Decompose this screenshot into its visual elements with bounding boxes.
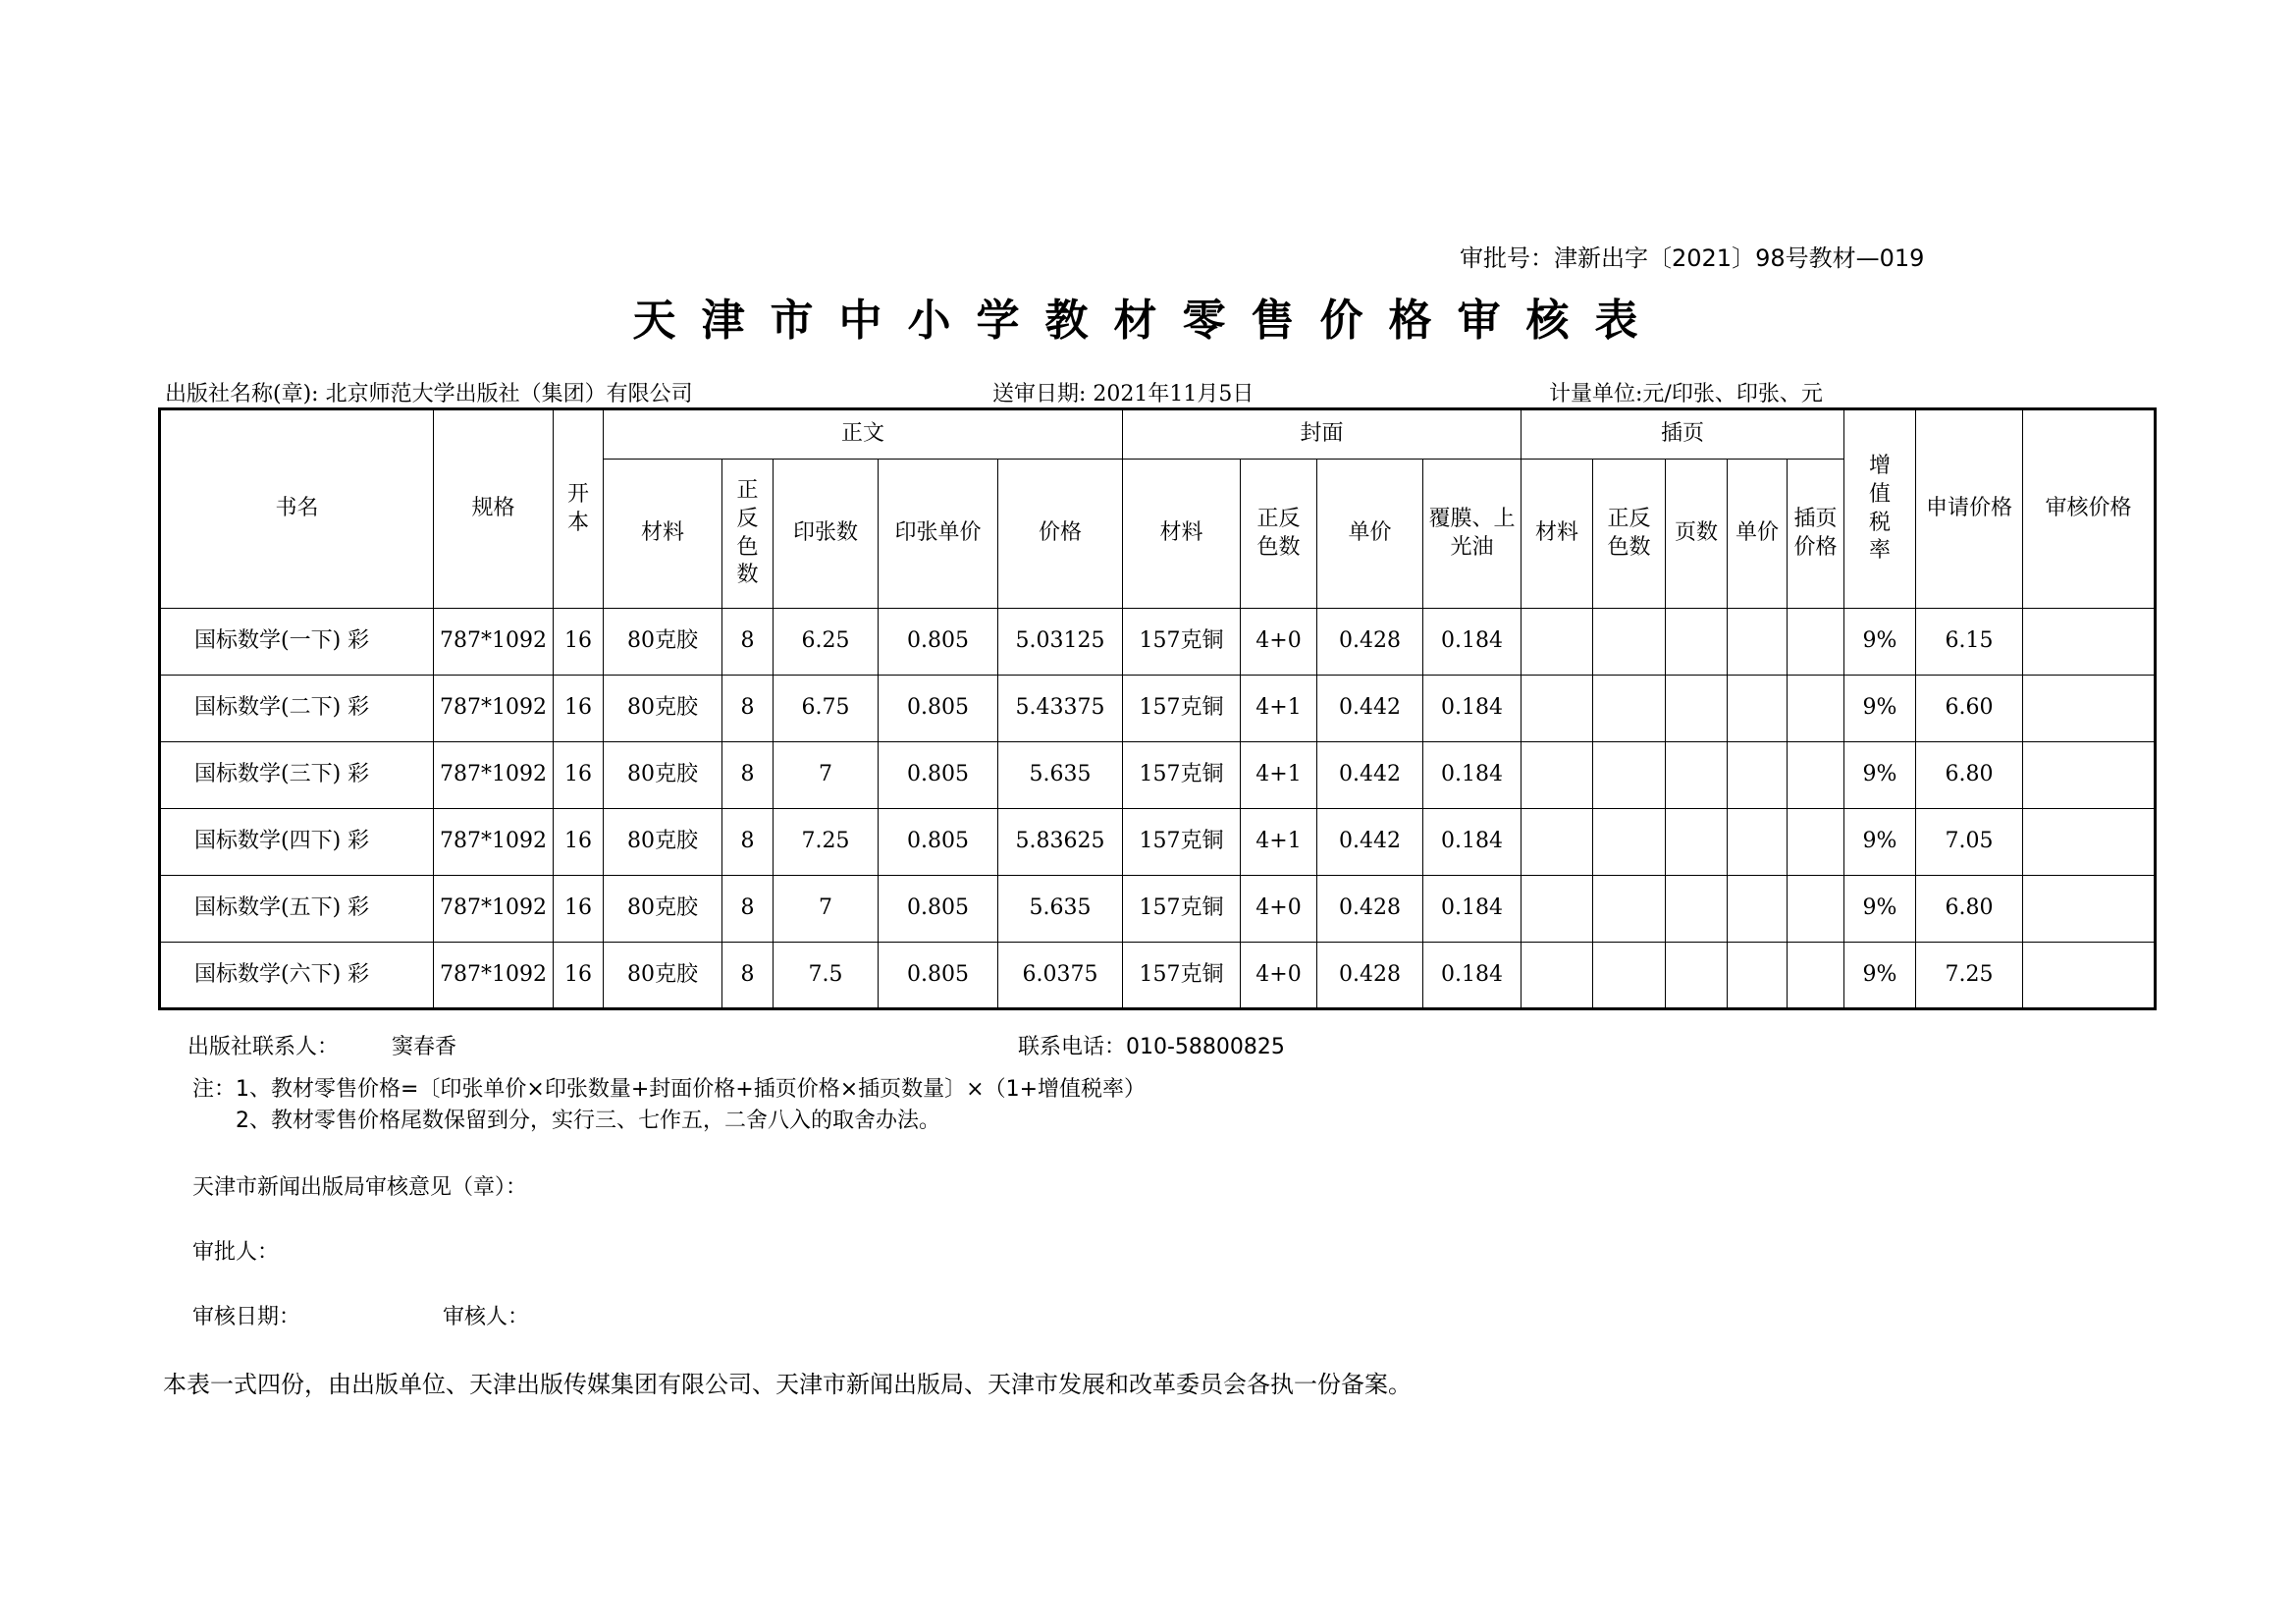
cell-reviewed-price bbox=[2023, 943, 2156, 1009]
cell-book-name: 国标数学(二下) 彩 bbox=[160, 676, 434, 742]
header-cover-group: 封面 bbox=[1123, 409, 1522, 460]
cell-vat: 9% bbox=[1844, 676, 1916, 742]
cell-insert-price bbox=[1788, 676, 1844, 742]
cell-text-material: 80克胶 bbox=[604, 943, 722, 1009]
cell-insert-unit-price bbox=[1728, 742, 1788, 809]
cell-applied-price: 7.05 bbox=[1916, 809, 2023, 876]
cell-cover-material: 157克铜 bbox=[1123, 876, 1241, 943]
cell-vat: 9% bbox=[1844, 943, 1916, 1009]
cell-insert-pages bbox=[1666, 676, 1728, 742]
table-row bbox=[160, 609, 2156, 676]
cell-text-sheets: 6.25 bbox=[774, 609, 879, 676]
approval-number: 审批号：津新出字〔2021〕98号教材—019 bbox=[1460, 244, 1925, 272]
cell-format: 16 bbox=[554, 742, 604, 809]
cell-text-colors: 8 bbox=[722, 676, 774, 742]
cell-insert-colors bbox=[1593, 742, 1666, 809]
cell-cover-colors: 4+1 bbox=[1241, 676, 1317, 742]
cell-insert-unit-price bbox=[1728, 676, 1788, 742]
note-1: 注：1、教材零售价格=〔印张单价×印张数量+封面价格+插页价格×插页数量〕×（1+增值税率） bbox=[192, 1077, 1147, 1102]
page-title: 天津市中小学教材零售价格审核表 bbox=[632, 296, 1664, 346]
header-cover-lamination: 覆膜、上光油 bbox=[1423, 460, 1522, 609]
cell-format: 16 bbox=[554, 676, 604, 742]
header-reviewed-price: 审核价格 bbox=[2023, 409, 2156, 609]
cell-insert-price bbox=[1788, 609, 1844, 676]
cell-text-sheets: 7 bbox=[774, 876, 879, 943]
cell-cover-material: 157克铜 bbox=[1123, 676, 1241, 742]
cell-applied-price: 6.80 bbox=[1916, 742, 2023, 809]
cell-format: 16 bbox=[554, 876, 604, 943]
cell-insert-unit-price bbox=[1728, 609, 1788, 676]
cell-vat: 9% bbox=[1844, 609, 1916, 676]
cell-text-material: 80克胶 bbox=[604, 876, 722, 943]
cell-applied-price: 6.80 bbox=[1916, 876, 2023, 943]
cell-spec: 787*1092 bbox=[434, 943, 554, 1009]
cell-cover-colors: 4+0 bbox=[1241, 876, 1317, 943]
cell-text-colors: 8 bbox=[722, 609, 774, 676]
cell-text-material: 80克胶 bbox=[604, 676, 722, 742]
cell-text-sheet-price: 0.805 bbox=[879, 943, 998, 1009]
cell-format: 16 bbox=[554, 609, 604, 676]
header-insert-colors: 正反色数 bbox=[1593, 460, 1666, 609]
cell-text-price: 5.83625 bbox=[998, 809, 1123, 876]
cell-text-material: 80克胶 bbox=[604, 609, 722, 676]
cell-cover-unit-price: 0.428 bbox=[1317, 943, 1423, 1009]
table-row bbox=[160, 943, 2156, 1009]
cell-text-material: 80克胶 bbox=[604, 809, 722, 876]
header-insert-unit-price: 单价 bbox=[1728, 460, 1788, 609]
cell-insert-price bbox=[1788, 742, 1844, 809]
cell-spec: 787*1092 bbox=[434, 676, 554, 742]
header-cover-unit-price: 单价 bbox=[1317, 460, 1423, 609]
cell-cover-material: 157克铜 bbox=[1123, 809, 1241, 876]
cell-cover-lamination: 0.184 bbox=[1423, 742, 1522, 809]
cell-text-colors: 8 bbox=[722, 742, 774, 809]
cell-insert-pages bbox=[1666, 943, 1728, 1009]
cell-insert-material bbox=[1522, 676, 1593, 742]
cell-vat: 9% bbox=[1844, 809, 1916, 876]
cell-format: 16 bbox=[554, 943, 604, 1009]
cell-applied-price: 7.25 bbox=[1916, 943, 2023, 1009]
table-row bbox=[160, 809, 2156, 876]
cell-insert-colors bbox=[1593, 609, 1666, 676]
cell-cover-colors: 4+1 bbox=[1241, 809, 1317, 876]
cell-cover-lamination: 0.184 bbox=[1423, 943, 1522, 1009]
cell-cover-unit-price: 0.442 bbox=[1317, 676, 1423, 742]
cell-text-sheet-price: 0.805 bbox=[879, 742, 998, 809]
cell-text-price: 5.635 bbox=[998, 742, 1123, 809]
submit-date: 送审日期: 2021年11月5日 bbox=[992, 382, 1255, 406]
cell-book-name: 国标数学(三下) 彩 bbox=[160, 742, 434, 809]
cell-insert-pages bbox=[1666, 876, 1728, 943]
header-cover-material: 材料 bbox=[1123, 460, 1241, 609]
cell-insert-pages bbox=[1666, 809, 1728, 876]
cell-book-name: 国标数学(五下) 彩 bbox=[160, 876, 434, 943]
cell-text-sheets: 7.5 bbox=[774, 943, 879, 1009]
cell-vat: 9% bbox=[1844, 876, 1916, 943]
cell-book-name: 国标数学(六下) 彩 bbox=[160, 943, 434, 1009]
cell-cover-material: 157克铜 bbox=[1123, 742, 1241, 809]
measure-unit: 计量单位:元/印张、印张、元 bbox=[1549, 382, 1823, 406]
table-row bbox=[160, 876, 2156, 943]
cell-reviewed-price bbox=[2023, 809, 2156, 876]
cell-insert-price bbox=[1788, 876, 1844, 943]
bureau-opinion: 天津市新闻出版局审核意见（章）： bbox=[192, 1175, 528, 1200]
header-insert-group: 插页 bbox=[1522, 409, 1844, 460]
cell-insert-material bbox=[1522, 876, 1593, 943]
cell-text-sheets: 6.75 bbox=[774, 676, 879, 742]
cell-cover-colors: 4+0 bbox=[1241, 943, 1317, 1009]
header-applied-price: 申请价格 bbox=[1916, 409, 2023, 609]
cell-spec: 787*1092 bbox=[434, 742, 554, 809]
cell-text-sheet-price: 0.805 bbox=[879, 609, 998, 676]
header-book-name: 书名 bbox=[160, 409, 434, 609]
cell-text-sheet-price: 0.805 bbox=[879, 676, 998, 742]
cell-reviewed-price bbox=[2023, 676, 2156, 742]
cell-insert-unit-price bbox=[1728, 809, 1788, 876]
cell-insert-unit-price bbox=[1728, 876, 1788, 943]
header-format: 开本 bbox=[554, 409, 604, 609]
cell-insert-material bbox=[1522, 609, 1593, 676]
review-date-label: 审核日期： bbox=[192, 1305, 301, 1329]
contact-phone: 联系电话：010-58800825 bbox=[1018, 1035, 1285, 1059]
cell-book-name: 国标数学(一下) 彩 bbox=[160, 609, 434, 676]
reviewer-label: 审核人： bbox=[443, 1305, 530, 1329]
cell-insert-colors bbox=[1593, 676, 1666, 742]
contact-label: 出版社联系人： bbox=[187, 1035, 340, 1059]
cell-text-sheets: 7 bbox=[774, 742, 879, 809]
header-text-material: 材料 bbox=[604, 460, 722, 609]
cell-insert-price bbox=[1788, 943, 1844, 1009]
cell-insert-colors bbox=[1593, 943, 1666, 1009]
publisher-name: 出版社名称(章): 北京师范大学出版社（集团）有限公司 bbox=[165, 382, 693, 406]
cell-vat: 9% bbox=[1844, 742, 1916, 809]
header-cover-colors: 正反色数 bbox=[1241, 460, 1317, 609]
approver-label: 审批人： bbox=[192, 1240, 280, 1265]
cell-text-sheet-price: 0.805 bbox=[879, 876, 998, 943]
cell-cover-colors: 4+0 bbox=[1241, 609, 1317, 676]
header-text-group: 正文 bbox=[604, 409, 1123, 460]
cell-text-price: 5.635 bbox=[998, 876, 1123, 943]
header-text-colors: 正反色数 bbox=[722, 460, 774, 609]
cell-cover-unit-price: 0.442 bbox=[1317, 809, 1423, 876]
cell-insert-material bbox=[1522, 809, 1593, 876]
cell-cover-lamination: 0.184 bbox=[1423, 809, 1522, 876]
cell-text-colors: 8 bbox=[722, 876, 774, 943]
contact-name: 窦春香 bbox=[392, 1035, 457, 1059]
header-text-price: 价格 bbox=[998, 460, 1123, 609]
cell-text-sheet-price: 0.805 bbox=[879, 809, 998, 876]
cell-text-colors: 8 bbox=[722, 809, 774, 876]
cell-insert-pages bbox=[1666, 609, 1728, 676]
cell-cover-lamination: 0.184 bbox=[1423, 609, 1522, 676]
header-spec: 规格 bbox=[434, 409, 554, 609]
header-insert-price: 插页价格 bbox=[1788, 460, 1844, 609]
cell-cover-unit-price: 0.442 bbox=[1317, 742, 1423, 809]
header-insert-material: 材料 bbox=[1522, 460, 1593, 609]
note-2: 2、教材零售价格尾数保留到分，实行三、七作五，二舍八入的取舍办法。 bbox=[236, 1109, 940, 1133]
cell-applied-price: 6.15 bbox=[1916, 609, 2023, 676]
cell-text-price: 6.0375 bbox=[998, 943, 1123, 1009]
cell-book-name: 国标数学(四下) 彩 bbox=[160, 809, 434, 876]
cell-cover-lamination: 0.184 bbox=[1423, 676, 1522, 742]
cell-cover-unit-price: 0.428 bbox=[1317, 609, 1423, 676]
cell-text-material: 80克胶 bbox=[604, 742, 722, 809]
cell-insert-colors bbox=[1593, 809, 1666, 876]
table-row bbox=[160, 742, 2156, 809]
cell-spec: 787*1092 bbox=[434, 876, 554, 943]
cell-cover-unit-price: 0.428 bbox=[1317, 876, 1423, 943]
cell-applied-price: 6.60 bbox=[1916, 676, 2023, 742]
header-text-sheets: 印张数 bbox=[774, 460, 879, 609]
price-review-table bbox=[158, 407, 2157, 1010]
header-text-sheet-price: 印张单价 bbox=[879, 460, 998, 609]
cell-spec: 787*1092 bbox=[434, 809, 554, 876]
cell-insert-material bbox=[1522, 943, 1593, 1009]
cell-cover-material: 157克铜 bbox=[1123, 943, 1241, 1009]
header-vat: 增值税率 bbox=[1844, 409, 1916, 609]
cell-text-sheets: 7.25 bbox=[774, 809, 879, 876]
cell-insert-colors bbox=[1593, 876, 1666, 943]
cell-cover-colors: 4+1 bbox=[1241, 742, 1317, 809]
cell-format: 16 bbox=[554, 809, 604, 876]
table-row bbox=[160, 676, 2156, 742]
cell-insert-price bbox=[1788, 809, 1844, 876]
copies-note: 本表一式四份，由出版单位、天津出版传媒集团有限公司、天津市新闻出版局、天津市发展和改革委员会各执一份备案。 bbox=[163, 1371, 1412, 1398]
cell-text-price: 5.03125 bbox=[998, 609, 1123, 676]
cell-spec: 787*1092 bbox=[434, 609, 554, 676]
cell-text-colors: 8 bbox=[722, 943, 774, 1009]
cell-reviewed-price bbox=[2023, 609, 2156, 676]
cell-insert-material bbox=[1522, 742, 1593, 809]
header-insert-pages: 页数 bbox=[1666, 460, 1728, 609]
cell-reviewed-price bbox=[2023, 876, 2156, 943]
cell-insert-pages bbox=[1666, 742, 1728, 809]
cell-cover-material: 157克铜 bbox=[1123, 609, 1241, 676]
cell-cover-lamination: 0.184 bbox=[1423, 876, 1522, 943]
cell-insert-unit-price bbox=[1728, 943, 1788, 1009]
cell-text-price: 5.43375 bbox=[998, 676, 1123, 742]
cell-reviewed-price bbox=[2023, 742, 2156, 809]
